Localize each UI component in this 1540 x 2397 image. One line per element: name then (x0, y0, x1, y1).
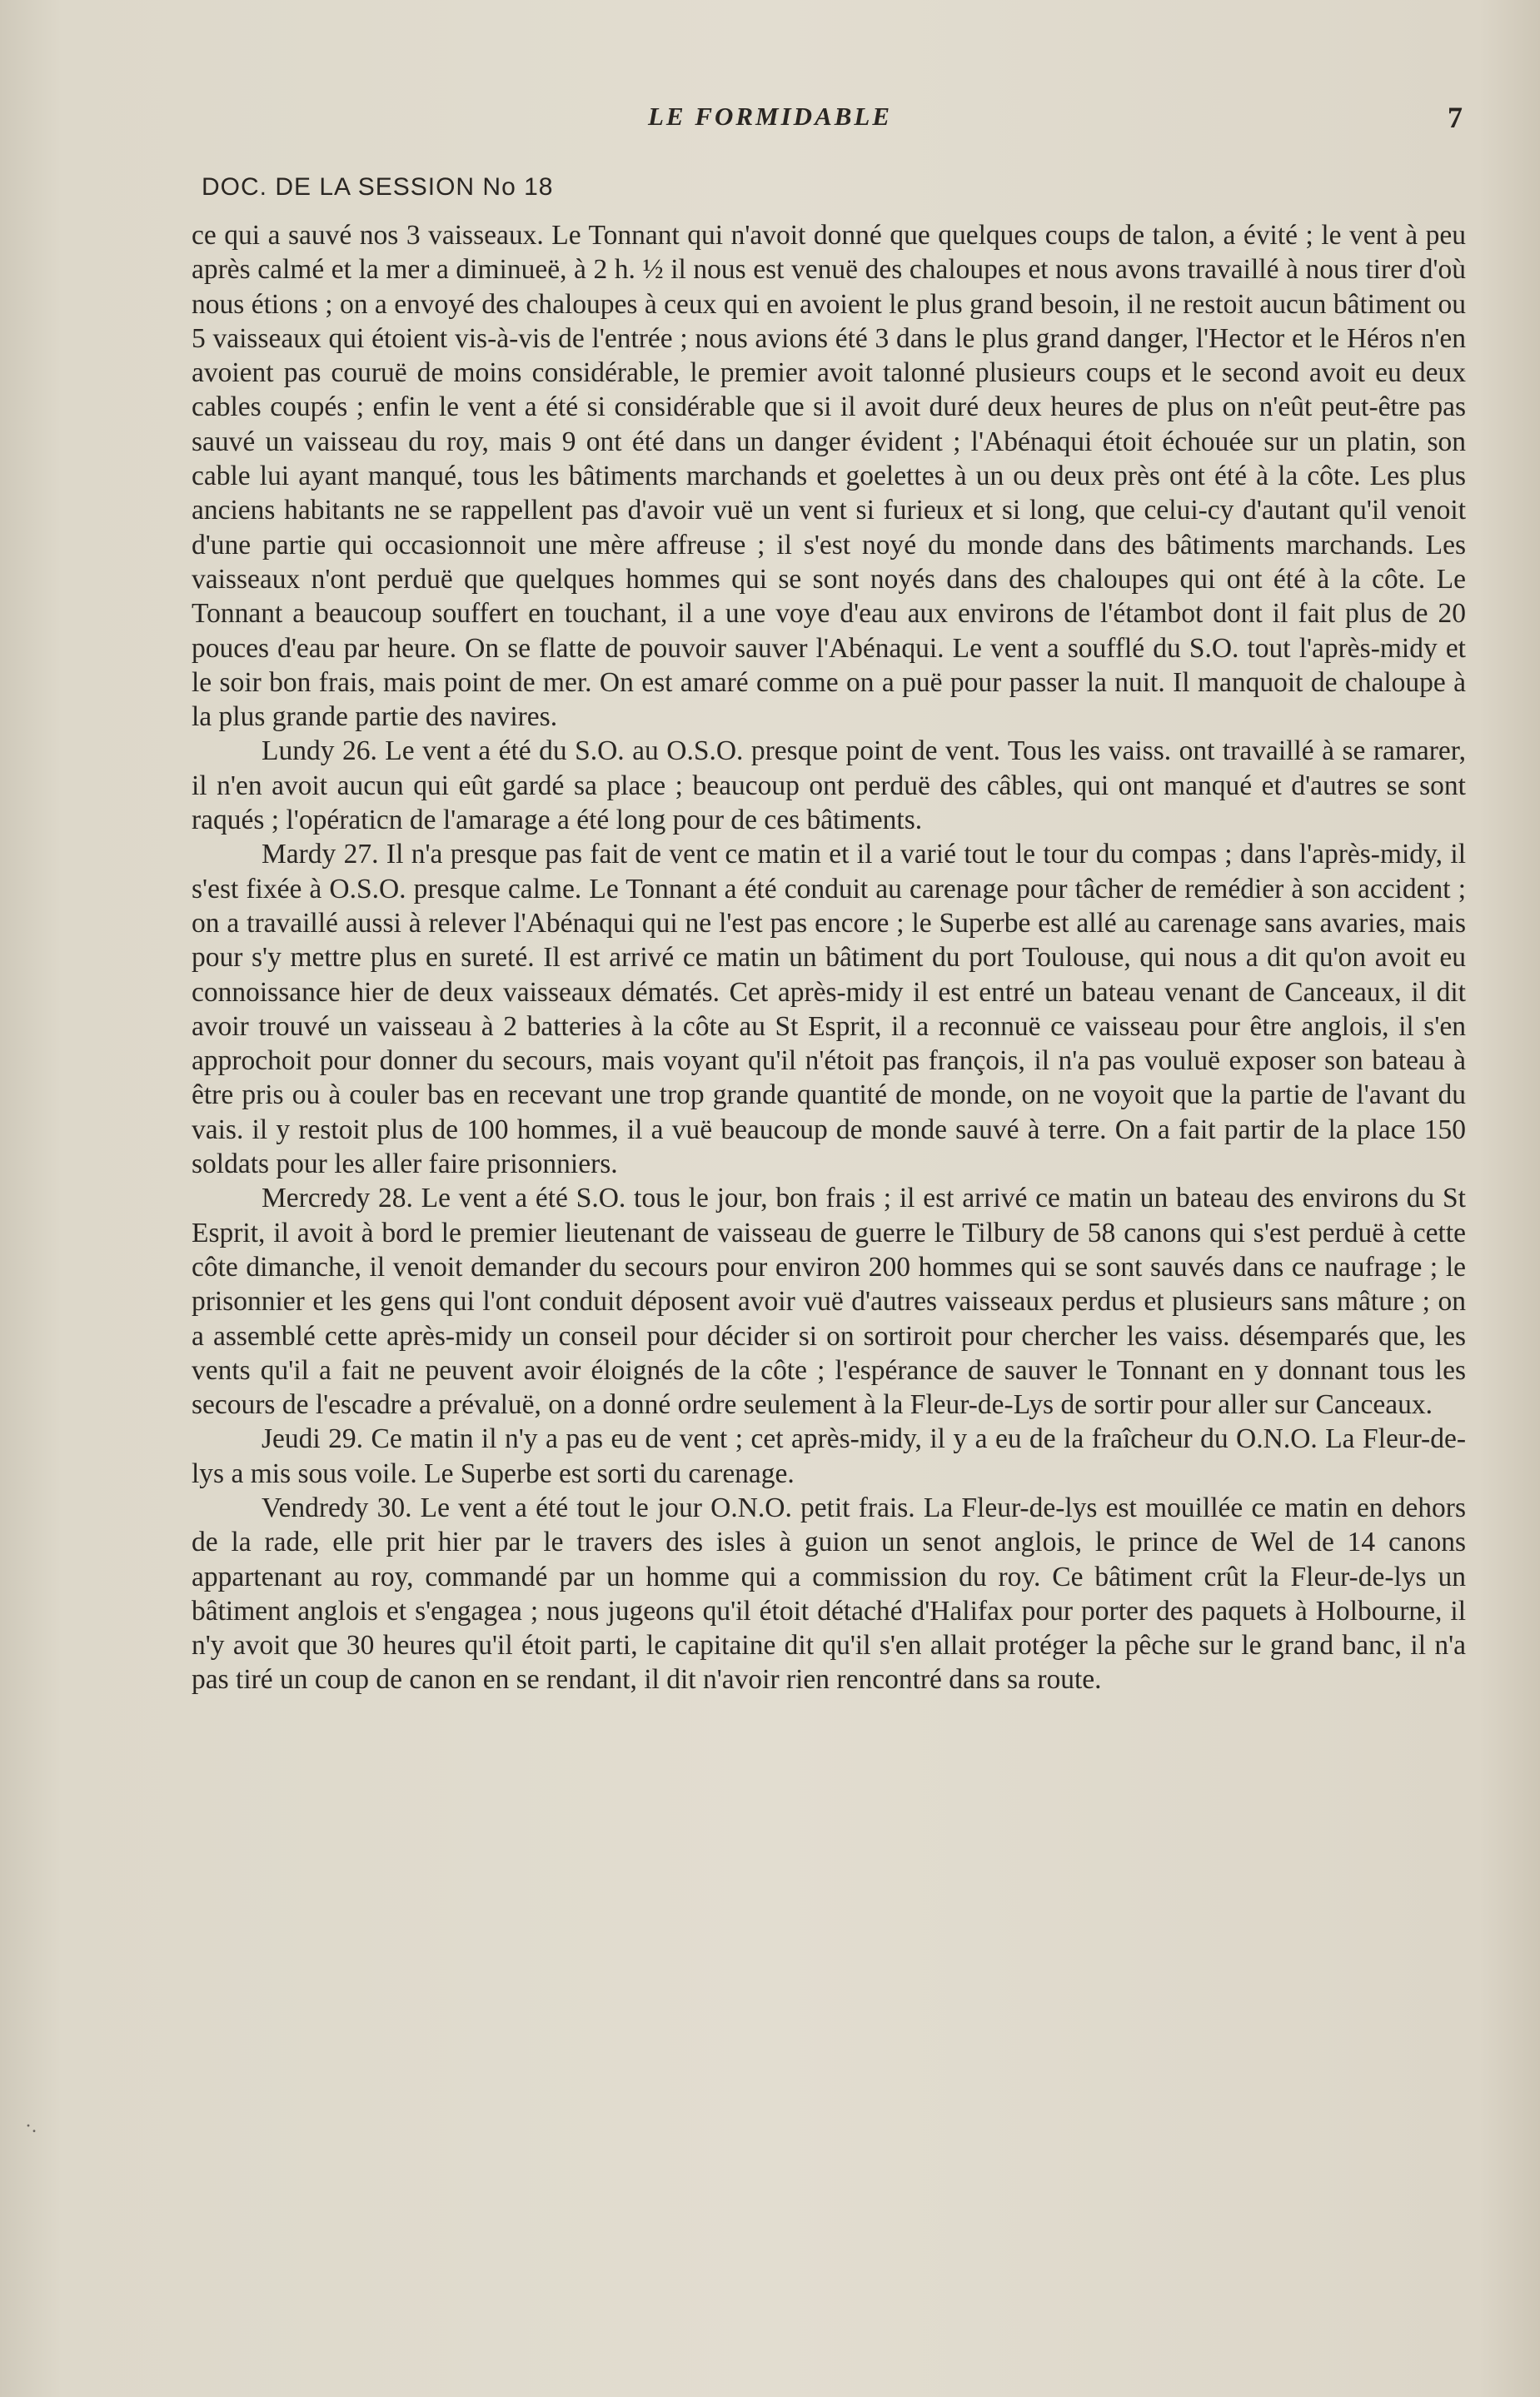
paragraph-lundy-26: Lundy 26. Le vent a été du S.O. au O.S.O. presque point de vent. Tous les vaiss. ont travaillé à se ramarer, il n'en avoit aucun qui eût gardé sa place ; beaucoup ont perduë des câbles, qui ont manqué et d'autres se sont raqués ; l'opératicn de l'amarage a été long pour de ces bâtiments. (192, 735, 1466, 836)
paragraph-mercredy-28: Mercredy 28. Le vent a été S.O. tous le jour, bon frais ; il est arrivé ce matin un bateau des environs du St Esprit, il avoit à bord le premier lieutenant de vaisseau de guerre le Tilbury de 58 canons qui s'est perduë à cette côte dimanche, il venoit demander du secours pour environ 200 hommes qui se sont sauvés dans ce naufrage ; le prisonnier et les gens qui l'ont conduit déposent avoir vuë d'autres vaisseaux perdus et plusieurs sans mâture ; on a assemblé cette après-midy un conseil pour décider si on sortiroit pour chercher les vaiss. désemparés que, les vents qu'il a fait ne peuvent avoir éloignés de la côte ; l'espérance de sauver le Tonnant en y donnant tous les secours de l'escadre a prévaluë, on a donné ordre seulement à la Fleur-de-Lys de sortir pour aller sur Canceaux. (192, 1183, 1466, 1421)
paragraph-jeudi-29: Jeudi 29. Ce matin il n'y a pas eu de vent ; cet après-midy, il y a eu de la fraîcheur du O.N.O. La Fleur-de-lys a mis sous voile. Le Superbe est sorti du carenage. (192, 1423, 1466, 1489)
session-label: DOC. DE LA SESSION No 18 (202, 173, 554, 201)
paragraph-continuation: ce qui a sauvé nos 3 vaisseaux. Le Tonnant qui n'avoit donné que quelques coups de talon, a évité ; le vent à peu après calmé et la mer a diminueë, à 2 h. ½ il nous est venuë des chaloupes et nous avons travaillé à nous tirer d'où nous étions ; on a envoyé des chaloupes à ceux qui en avoient le plus grand besoin, il ne restoit aucun bâtiment ou 5 vaisseaux qui étoient vis-à-vis de l'entrée ; nous avions été 3 dans le plus grand danger, l'Hector et le Héros n'en avoient pas couruë de moins considérable, le premier avoit talonné plusieurs coups et le second avoit eu deux cables coupés ; enfin le vent a été si considérable que si il avoit duré deux heures de plus on n'eût peut-être pas sauvé un vaisseau du roy, mais 9 ont été dans un danger évident ; l'Abénaqui étoit échouée sur un platin, son cable lui ayant manqué, tous les bâtiments marchands et goelettes à un ou deux près ont été à la côte. Les plus anciens habitants ne se rappellent pas d'avoir vuë un vent si furieux et si long, que celui-cy d'autant qu'il venoit d'une partie qui occasionnoit une mère affreuse ; il s'est noyé du monde dans des bâtiments marchands. Les vaisseaux n'ont perduë que quelques hommes qui se sont noyés dans des chaloupes qui ont été à la côte. Le Tonnant a beaucoup souffert en touchant, il a une voye d'eau aux environs de l'étambot dont il fait plus de 20 pouces d'eau par heure. On se flatte de pouvoir sauver l'Abénaqui. Le vent a soufflé du S.O. tout l'après-midy et le soir bon frais, mais point de mer. On est amaré comme on a puë pour passer la nuit. Il manquoit de chaloupe à la plus grande partie des navires. (192, 220, 1466, 733)
margin-mark: ·. (25, 2115, 37, 2137)
body-text (192, 218, 1466, 1697)
paragraph-vendredy-30: Vendredy 30. Le vent a été tout le jour O.N.O. petit frais. La Fleur-de-lys est mouillée ce matin en dehors de la rade, elle prit hier par le travers des isles à guion un senot anglois, le prince de Wel de 14 canons appartenant au roy, commandé par un homme qui a commission du roy. Ce bâtiment crût la Fleur-de-lys un bâtiment anglois et s'engagea ; nous jugeons qu'il étoit détaché d'Halifax pour porter des paquets à Holbourne, il n'y avoit que 30 heures qu'il étoit parti, le capitaine dit qu'il s'en allait protéger la pêche sur le grand banc, il n'a pas tiré un coup de canon en se rendant, il dit n'avoir rien rencontré dans sa route. (192, 1492, 1466, 1696)
paragraph-mardy-27: Mardy 27. Il n'a presque pas fait de vent ce matin et il a varié tout le tour du compas ; dans l'après-midy, il s'est fixée à O.S.O. presque calme. Le Tonnant a été conduit au carenage pour tâcher de remédier à son accident ; on a travaillé aussi à relever l'Abénaqui qui ne l'est pas encore ; le Superbe est allé au carenage sans avaries, mais pour s'y mettre plus en sureté. Il est arrivé ce matin un bâtiment du port Toulouse, qui nous a dit qu'on avoit eu connoissance hier de deux vaisseaux dématés. Cet après-midy il est entré un bateau venant de Canceaux, il dit avoir trouvé un vaisseau à 2 batteries à la côte au St Esprit, il a reconnuë ce vaisseau pour être anglois, il s'en approchoit pour donner du secours, mais voyant qu'il n'étoit pas françois, il n'a pas vouluë exposer son bateau à être pris ou à couler bas en recevant une trop grande quantité de monde, on ne voyoit que la partie de l'avant du vais. il y restoit plus de 100 hommes, il a vuë beaucoup de monde sauvé à terre. On a fait partir de la place 150 soldats pour les aller faire prisonniers. (192, 839, 1466, 1180)
page-number: 7 (1448, 101, 1463, 134)
running-title: LE FORMIDABLE (647, 102, 893, 131)
